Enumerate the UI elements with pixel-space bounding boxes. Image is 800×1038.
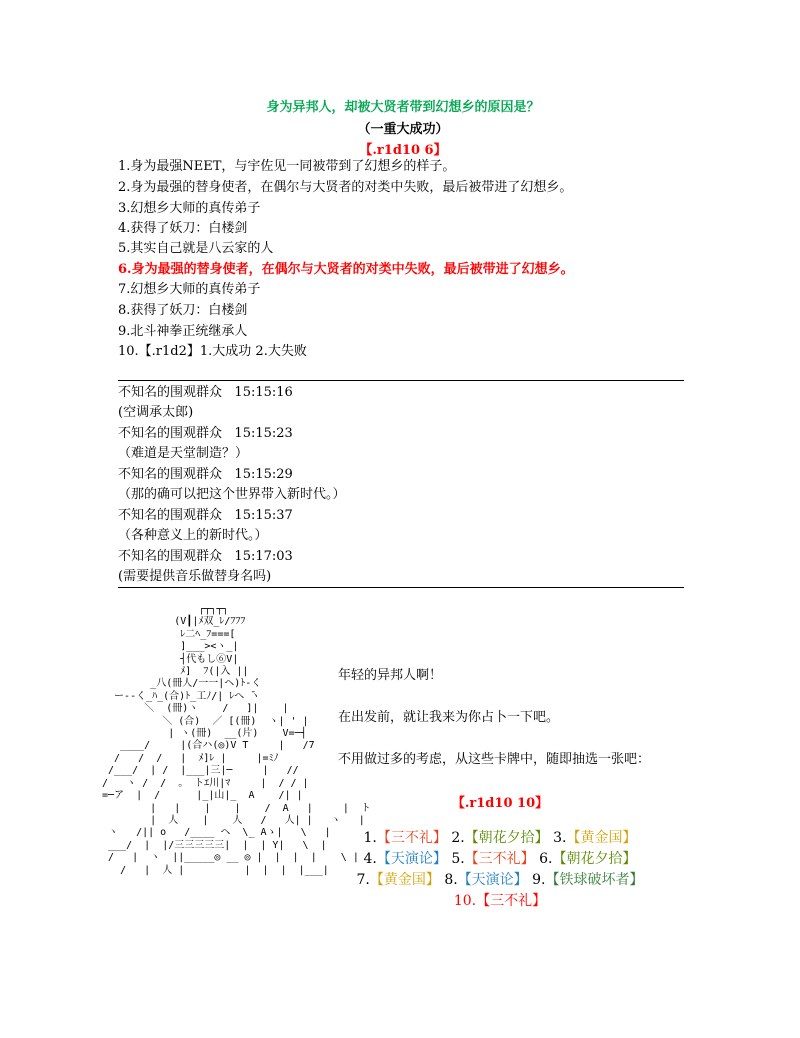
page-title: 身为异邦人，却被大贤者带到幻想乡的原因是？ xyxy=(266,100,540,115)
comment-header xyxy=(118,467,293,483)
card-item xyxy=(357,872,440,888)
comment-header xyxy=(118,385,293,401)
comment-user: 不知名的围观群众 xyxy=(118,508,223,523)
card-number: 6. xyxy=(539,851,553,867)
comment-text: （那的确可以把这个世界带入新时代。） xyxy=(118,487,346,502)
card-number: 5. xyxy=(451,851,465,867)
card-number: 8. xyxy=(444,872,458,888)
comment-text: (需要提供音乐做替身名吗) xyxy=(118,569,272,584)
card-name: 【天演论】 xyxy=(376,851,447,867)
card-item xyxy=(444,872,527,888)
list-item: 3.幻想乡大师的真传弟子 xyxy=(118,201,261,216)
comment-time: 15:15:23 xyxy=(234,426,293,441)
comment-time: 15:15:16 xyxy=(234,385,293,400)
card-item xyxy=(454,893,546,909)
comment-user: 不知名的围观群众 xyxy=(118,549,223,564)
list-item-selected: 6.身为最强的替身使者，在偶尔与大贤者的对类中失败，最后被带进了幻想乡。 xyxy=(118,262,574,277)
comment-header xyxy=(118,426,293,442)
divider xyxy=(118,587,684,588)
card-name: 【黄金国】 xyxy=(369,872,440,888)
card-number: 10. xyxy=(453,893,477,909)
card-item xyxy=(364,830,447,846)
card-name: 【三不礼】 xyxy=(476,893,547,909)
card-number: 4. xyxy=(363,851,377,867)
card-item xyxy=(532,872,643,888)
comment-time: 15:15:37 xyxy=(234,508,293,523)
card-item xyxy=(451,830,548,846)
card-item xyxy=(451,851,534,867)
list-item: 10.【.r1d2】1.大成功 2.大失败 xyxy=(118,344,307,359)
list-item: 9.北斗神拳正统继承人 xyxy=(118,324,248,339)
comment-user: 不知名的围观群众 xyxy=(118,385,223,400)
card-name: 【天演论】 xyxy=(457,872,528,888)
fortune-line: 不用做过多的考虑，从这些卡牌中，随即抽选一张吧： xyxy=(338,752,651,767)
list-item: 4.获得了妖刀：白楼剑 xyxy=(118,221,248,236)
comment-header xyxy=(118,508,293,524)
comment-user: 不知名的围观群众 xyxy=(118,467,223,482)
comment-text: （难道是天堂制造？） xyxy=(118,446,249,461)
dice-roll-label: 【.r1d10 6】 xyxy=(359,143,447,158)
comment-text: (空调承太郎) xyxy=(118,405,194,420)
comment-header xyxy=(118,549,293,565)
card-name: 【三不礼】 xyxy=(464,851,535,867)
list-item: 2.身为最强的替身使者，在偶尔与大贤者的对类中失败，最后被带进了幻想乡。 xyxy=(118,180,573,195)
card-name: 【黄金国】 xyxy=(566,830,637,846)
fortune-roll-label: 【.r1d10 10】 xyxy=(451,796,549,811)
fortune-line: 年轻的异邦人啊！ xyxy=(338,668,443,683)
comment-time: 15:15:29 xyxy=(234,467,293,482)
result-subtitle: （一重大成功） xyxy=(357,122,449,137)
card-name: 【朝花夕拾】 xyxy=(552,851,637,867)
comment-time: 15:17:03 xyxy=(234,549,293,564)
card-name: 【朝花夕拾】 xyxy=(464,830,549,846)
card-number: 1. xyxy=(363,830,377,846)
card-item xyxy=(553,830,636,846)
card-item xyxy=(539,851,636,867)
card-number: 3. xyxy=(553,830,567,846)
ascii-art-figure: ┌┬┐┬┐ (V┃|ﾒ双_ﾚ/ﾌﾌﾌ ﾚ二ﾍ_ﾌ===[ ]___><ヽ_| ┤代もし⑥V| ﾒ] ﾌ(|入 || _八(冊人/一一|ヘ)ﾄ-く ー--く_ﾊ_(合)ﾄ_工ﾉ/| ﾚへ ̄ヽ ＼ (冊)ヽ / ]| | ＼ (合) ／ [(冊) ヽ| ' | | ヽ(冊) __(片) V=─┤ ____/ |(合ハ(◎)V T | /7 / / / | ﾒ]ﾚ | |=ﾐﾉ /___/ | / |___|三|─ | // / ヽ / / 。 トｴ川|ﾏ | / / | =─ア | / |_|山|_ A /| | | | | | / A | | ト | 人 | 人 / 人| | ヽ | ヽ /|| o /____ ヘ \_ Aゝ| \ | ___/ | |/三三三三三| | | Y| \ | / | ヽ ||_____◎ __ ◎ | | | | \ | / | 人 | | | | |___| xyxy=(102,604,371,876)
comment-user: 不知名的围观群众 xyxy=(118,426,223,441)
divider xyxy=(118,380,684,381)
list-item: 1.身为最强NEET，与宇佐见一同被带到了幻想乡的样子。 xyxy=(118,159,456,174)
card-number: 7. xyxy=(356,872,370,888)
card-item xyxy=(364,851,447,867)
list-item: 8.获得了妖刀：白楼剑 xyxy=(118,303,248,318)
card-name: 【三不礼】 xyxy=(376,830,447,846)
fortune-line: 在出发前，就让我来为你占卜一下吧。 xyxy=(338,710,560,725)
card-number: 9. xyxy=(532,872,546,888)
comment-text: （各种意义上的新时代。） xyxy=(118,528,268,543)
list-item: 7.幻想乡大师的真传弟子 xyxy=(118,282,261,297)
list-item: 5.其实自己就是八云家的人 xyxy=(118,241,274,256)
card-name: 【铁球破坏者】 xyxy=(545,872,644,888)
card-list xyxy=(332,828,668,912)
card-number: 2. xyxy=(451,830,465,846)
